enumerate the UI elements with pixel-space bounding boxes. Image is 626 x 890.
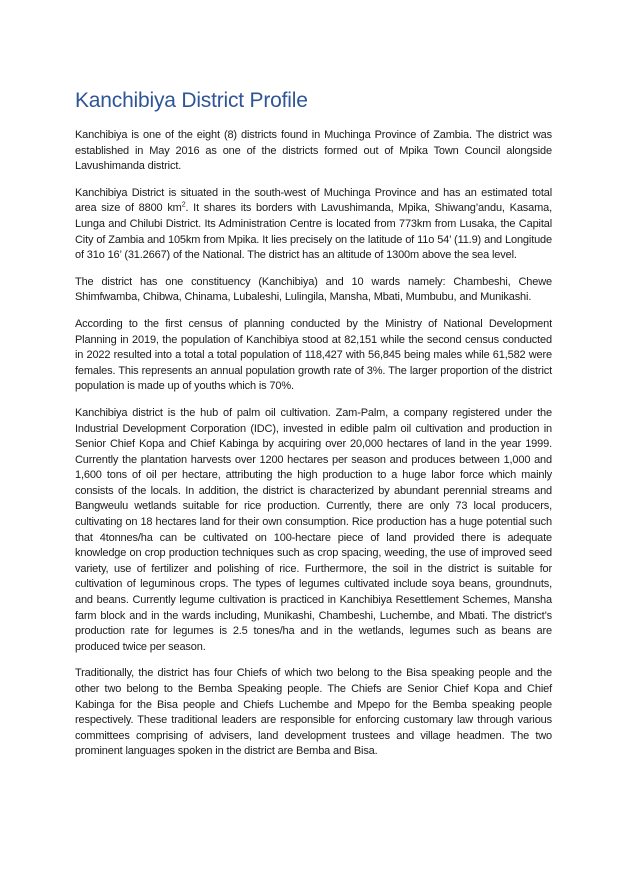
paragraph-location-text-start: Kanchibiya District is situated in the south-west of Muchinga Province and has an estimated total area size of 8800 km [75, 186, 552, 215]
superscript-squared: 2 [181, 201, 186, 209]
paragraph-traditional-leadership: Traditionally, the district has four Chiefs of which two belong to the Bisa speaking people and the other two belong to the Bemba Speaking people. The Chiefs are Senior Chief Kopa and Chief Kabinga for the Bisa people and Chiefs Luchembe and Mpepo for the Bemba speaking people respectively. These traditional leaders are responsible for enforcing customary law through various committees comprising of advisers, land development trustees and village headmen. The two prominent languages spoken in the district are Bemba and Bisa. [75, 667, 552, 758]
paragraph-introduction: Kanchibiya is one of the eight (8) districts found in Muchinga Province of Zambia. The district was established in May 2016 as one of the districts formed out of Mpika Town Council alongside Lavushimanda district. [75, 129, 552, 173]
paragraph-location [75, 186, 552, 264]
document-page [75, 88, 552, 771]
paragraph-population: According to the first census of planning conducted by the Ministry of National Development Planning in 2019, the population of Kanchibiya stood at 82,151 while the second census conducted in 2022 resulted into a total a total population of 118,427 with 56,845 being males while 61,582 were females. This represents an annual population growth rate of 3%. The larger proportion of the district population is made up of youths which is 70%. [75, 317, 552, 393]
paragraph-location-text-end: . It shares its borders with Lavushimanda, Mpika, Shiwang’andu, Kasama, Lunga and Chilubi District. Its Administration Centre is located from 773km from Lusaka, the Capital City of Zambia and 105km from Mpika. It lies precisely on the latitude of 11o 54’ (11.9) and Longitude of 31o 16’ (31.2667) of the National. The district has an altitude of 1300m above the sea level. [75, 202, 552, 262]
document-title: Kanchibiya District Profile [75, 89, 308, 112]
paragraph-agriculture: Kanchibiya district is the hub of palm oil cultivation. Zam-Palm, a company registered under the Industrial Development Corporation (IDC), invested in edible palm oil cultivation and production in Senior Chief Kopa and Chief Kabinga by acquiring over 20,000 hectares of land in the year 1999. Currently the plantation harvests over 1200 hectares per season and produces between 1,000 and 1,600 tons of oil per hectare, attributing the high production to a huge labor force which mainly consists of the locals. In addition, the district is characterized by abundant perennial streams and Bangweulu wetlands suitable for rice production. Currently, there are only 73 local producers, cultivating on 18 hectares land for their own consumption. Rice production has a huge potential such that 4tonnes/ha can be cultivated on 100-hectare piece of land provided there is adequate knowledge on crop production techniques such as crop spacing, weeding, the use of improved seed variety, use of fertilizer and polishing of rice. Furthermore, the soil in the district is suitable for cultivation of leguminous crops. The types of legumes cultivated include soya beans, groundnuts, and beans. Currently legume cultivation is practiced in Kanchibiya Resettlement Schemes, Mansha farm block and in the wards including, Munikashi, Chambeshi, Luchembe, and Mbati. The district’s production rate for legumes is 2.5 tones/ha and in the wetlands, legumes such as beans are produced twice per season. [75, 406, 552, 653]
paragraph-constituency-wards: The district has one constituency (Kanchibiya) and 10 wards namely: Chambeshi, Chewe Shimfwamba, Chibwa, Chinama, Lubaleshi, Lulingila, Mansha, Mbati, Mumbubu, and Munikashi. [75, 275, 552, 304]
